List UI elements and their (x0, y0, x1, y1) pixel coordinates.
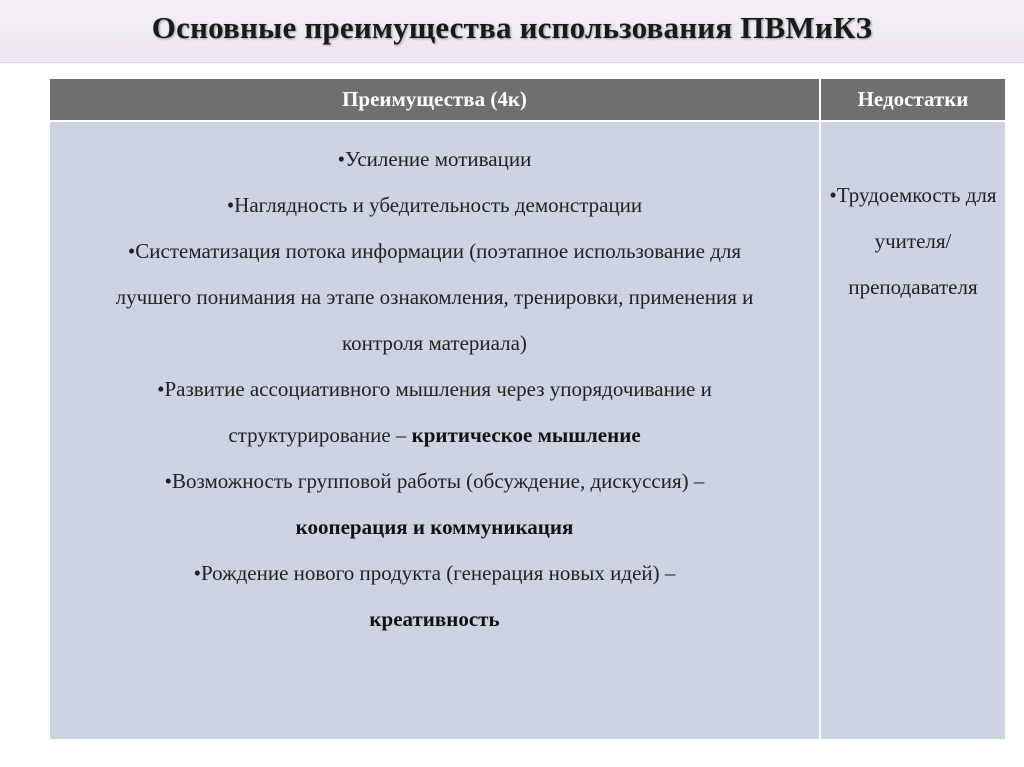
header-disadvantages: Недостатки (857, 87, 969, 111)
advantage-text: •Наглядность и убедительность демонстрации (226, 193, 643, 217)
table-header-row (50, 79, 1005, 122)
disadvantage-text: •Трудоемкость для учителя/ преподавателя (829, 183, 997, 299)
advantage-text: •Рождение нового продукта (генерация новых идей) – (193, 561, 676, 585)
advantage-item (50, 136, 819, 182)
advantage-emphasis: критическое мышление (411, 423, 641, 447)
disadvantage-item (821, 172, 1005, 310)
table-body-row (50, 122, 1005, 739)
advantage-text: •Усиление мотивации (337, 147, 532, 171)
advantage-text: •Возможность групповой работы (обсуждение, дискуссия) – (164, 469, 705, 493)
title-bar (0, 0, 1024, 63)
advantage-item (50, 182, 819, 228)
advantage-emphasis: кооперация и коммуникация (295, 515, 574, 539)
disadvantages-cell (821, 172, 1005, 310)
advantages-cell (50, 136, 819, 642)
advantage-text: •Систематизация потока информации (поэтапное использование для лучшего понимания на этапе ознакомления, тренировки, применения и контроля материала) (115, 239, 754, 355)
advantage-item (50, 458, 819, 550)
slide-title: Основные преимущества использования ПВМиКЗ (151, 10, 873, 45)
advantage-text: •Развитие ассоциативного мышления через упорядочивание и структурирование – (157, 377, 712, 447)
advantage-item (50, 228, 819, 366)
advantage-item (50, 366, 819, 458)
header-advantages: Преимущества (4к) (342, 87, 527, 111)
advantage-item (50, 550, 819, 642)
advantage-emphasis: креативность (369, 607, 500, 631)
